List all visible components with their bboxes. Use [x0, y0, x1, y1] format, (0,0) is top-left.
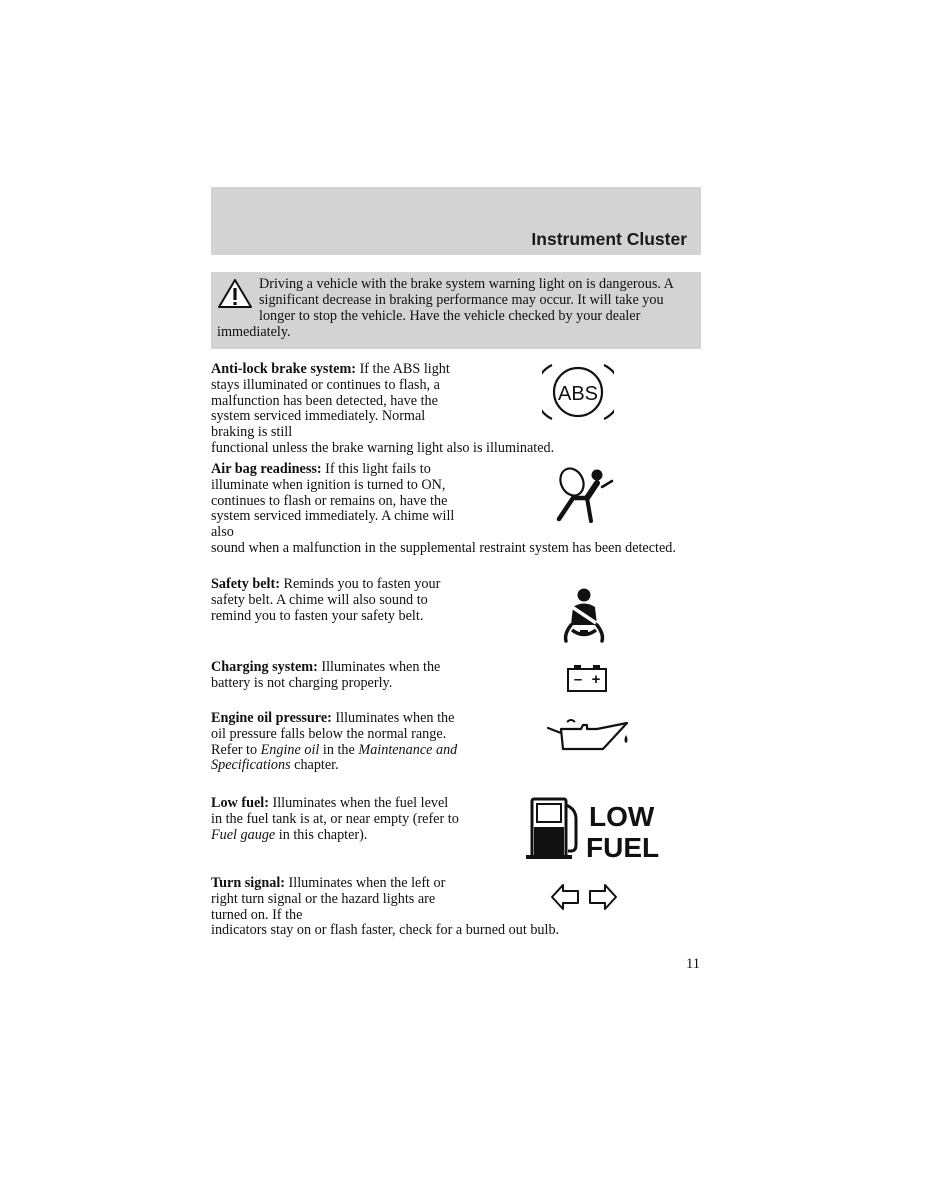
abs-narrow-text: light stays illuminated or continues to flash, a malfunction has been detected, have the system serviced immediately. Normal braking is still — [211, 361, 450, 441]
charging-text: Illuminates when the battery is not charging properly. — [211, 659, 441, 691]
airbag-section — [211, 462, 701, 557]
oil-text-b: in the — [319, 741, 359, 758]
section-header-band — [211, 187, 701, 255]
oil-can-icon — [545, 715, 633, 755]
airbag-line1: If this light fails — [321, 461, 417, 477]
battery-minus-label: – — [573, 671, 583, 688]
turn-line1: Illuminates when the — [285, 875, 408, 891]
turn-term: Turn signal: — [211, 875, 285, 891]
oil-maintenance-ref: Maintenance and Specifications — [211, 741, 458, 774]
abs-wide-text: functional unless the brake warning light also is illuminated. — [211, 439, 555, 456]
charging-term: Charging system: — [211, 659, 318, 675]
section-title: Instrument Cluster — [531, 229, 687, 249]
fuel-icon-low: LOW — [589, 801, 655, 832]
turn-wide-text: indicators stay on or flash faster, check for a burned out bulb. — [211, 922, 560, 939]
fuel-pump-icon — [524, 795, 664, 861]
airbag-icon — [551, 465, 615, 525]
abs-icon — [542, 362, 614, 422]
airbag-narrow-text: to illuminate when ignition is turned to ON, continues to flash or remains on, have the system serviced immediately. A chime will also — [211, 461, 455, 541]
fuel-icon-fuel: FUEL — [586, 832, 660, 861]
battery-plus-label: + — [591, 671, 601, 688]
abs-term: Anti-lock brake system: — [211, 361, 357, 377]
abs-icon-label: ABS — [557, 383, 599, 405]
seatbelt-icon — [560, 587, 608, 645]
warning-box — [211, 272, 701, 349]
warning-text: Driving a vehicle with the brake system warning light on is dangerous. A significant decrease in braking performance may occur. It will take you longer to stop the vehicle. Have the vehicle checked by your dealer immediately. — [217, 276, 674, 340]
charging-section — [211, 660, 459, 692]
page-number: 11 — [686, 956, 700, 972]
oil-text-c: chapter. — [290, 757, 339, 774]
abs-section — [211, 362, 701, 457]
fuel-text-b: in this chapter). — [275, 826, 368, 843]
airbag-term: Air bag readiness: — [211, 461, 322, 477]
battery-icon — [566, 663, 608, 693]
oil-section — [211, 711, 459, 774]
seatbelt-section — [211, 577, 459, 624]
oil-text-a: Illuminates when the oil pressure falls below the normal range. Refer to — [211, 710, 455, 758]
fuel-section — [211, 796, 459, 843]
oil-term: Engine oil pressure: — [211, 710, 332, 726]
seatbelt-term: Safety belt: — [211, 576, 280, 592]
seatbelt-text: Reminds you to fasten your safety belt. A chime will also sound to remind you to fasten your safety belt. — [211, 576, 441, 624]
fuel-text-a: Illuminates when the fuel level in the fuel tank is at, or near empty (refer to — [211, 795, 459, 827]
oil-engine-oil-ref: Engine oil — [260, 741, 320, 758]
fuel-gauge-ref: Fuel gauge — [211, 826, 276, 843]
turn-narrow-text: left or right turn signal or the hazard lights are turned on. If the — [211, 875, 446, 923]
warning-triangle-icon — [217, 278, 253, 310]
airbag-wide-text: sound when a malfunction in the supplemental restraint system has been detected. — [211, 539, 676, 556]
turn-section — [211, 876, 701, 939]
abs-line1: If the ABS — [356, 361, 421, 377]
fuel-term: Low fuel: — [211, 795, 269, 811]
turn-signal-arrows-icon — [549, 882, 619, 912]
